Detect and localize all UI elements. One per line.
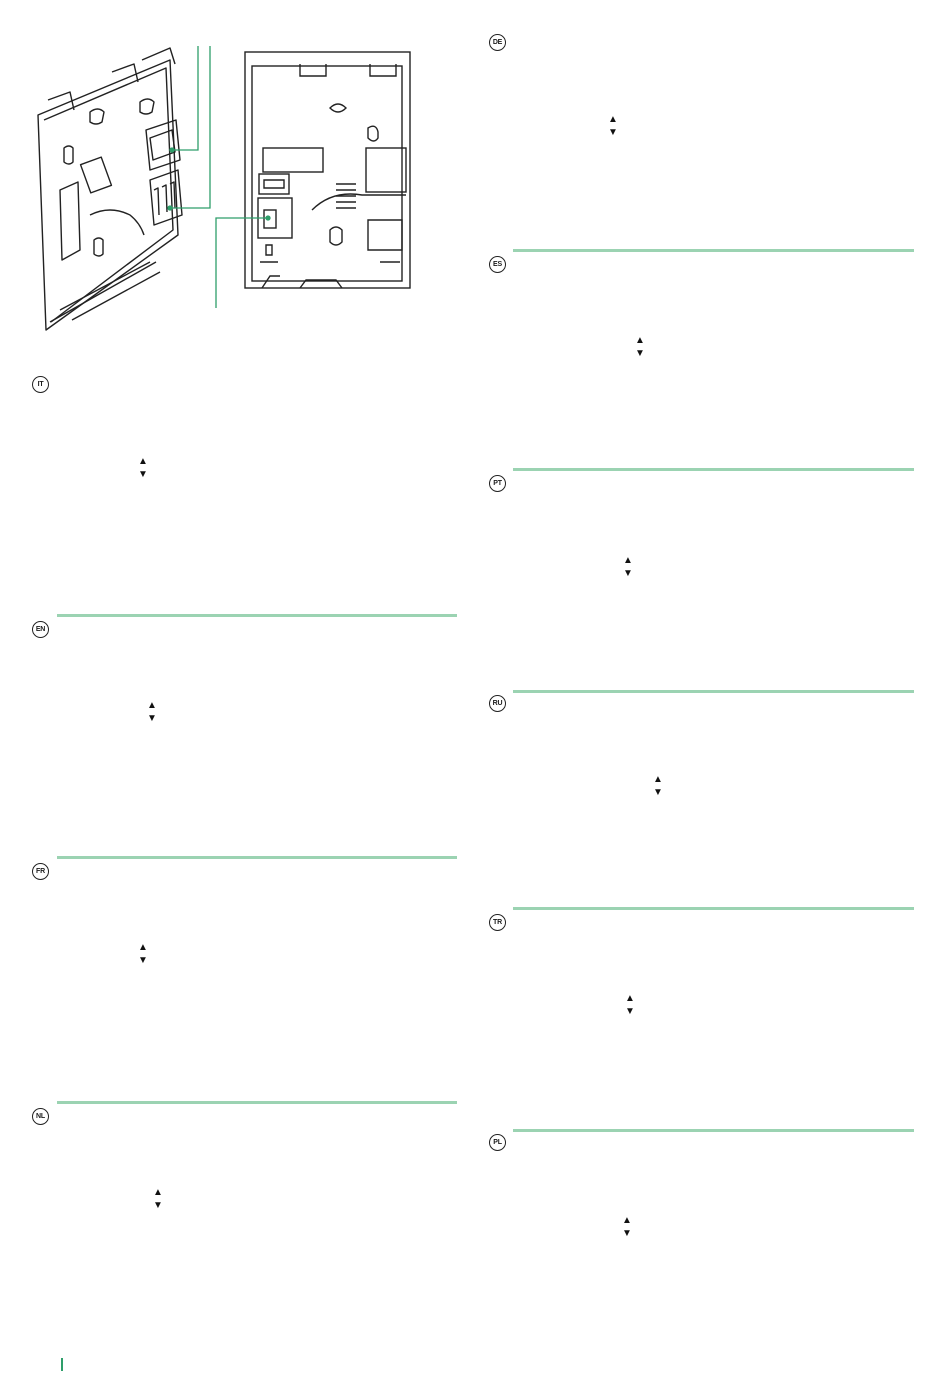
up-down-arrows-icon: ▲ ▼: [147, 700, 157, 724]
section-divider: [513, 690, 914, 693]
language-badge-it: IT: [32, 376, 49, 393]
up-down-arrows-icon: ▲ ▼: [608, 114, 618, 138]
section-divider: [57, 614, 457, 617]
up-down-arrows-icon: ▲ ▼: [635, 335, 645, 359]
section-divider: [513, 249, 914, 252]
section-divider: [513, 468, 914, 471]
language-badge-nl: NL: [32, 1108, 49, 1125]
up-down-arrows-icon: ▲ ▼: [138, 456, 148, 480]
page-footer-mark: [61, 1358, 63, 1371]
up-down-arrows-icon: ▲ ▼: [153, 1187, 163, 1211]
up-down-arrows-icon: ▲ ▼: [625, 993, 635, 1017]
language-badge-fr: FR: [32, 863, 49, 880]
language-badge-de: DE: [489, 34, 506, 51]
up-down-arrows-icon: ▲ ▼: [622, 1215, 632, 1239]
device-illustration: [30, 40, 460, 340]
section-divider: [57, 856, 457, 859]
language-badge-ru: RU: [489, 695, 506, 712]
language-badge-en: EN: [32, 621, 49, 638]
language-badge-es: ES: [489, 256, 506, 273]
section-divider: [513, 1129, 914, 1132]
language-badge-pt: PT: [489, 475, 506, 492]
up-down-arrows-icon: ▲ ▼: [623, 555, 633, 579]
up-down-arrows-icon: ▲ ▼: [138, 942, 148, 966]
section-divider: [57, 1101, 457, 1104]
up-down-arrows-icon: ▲ ▼: [653, 774, 663, 798]
section-divider: [513, 907, 914, 910]
language-badge-tr: TR: [489, 914, 506, 931]
language-badge-pl: PL: [489, 1134, 506, 1151]
